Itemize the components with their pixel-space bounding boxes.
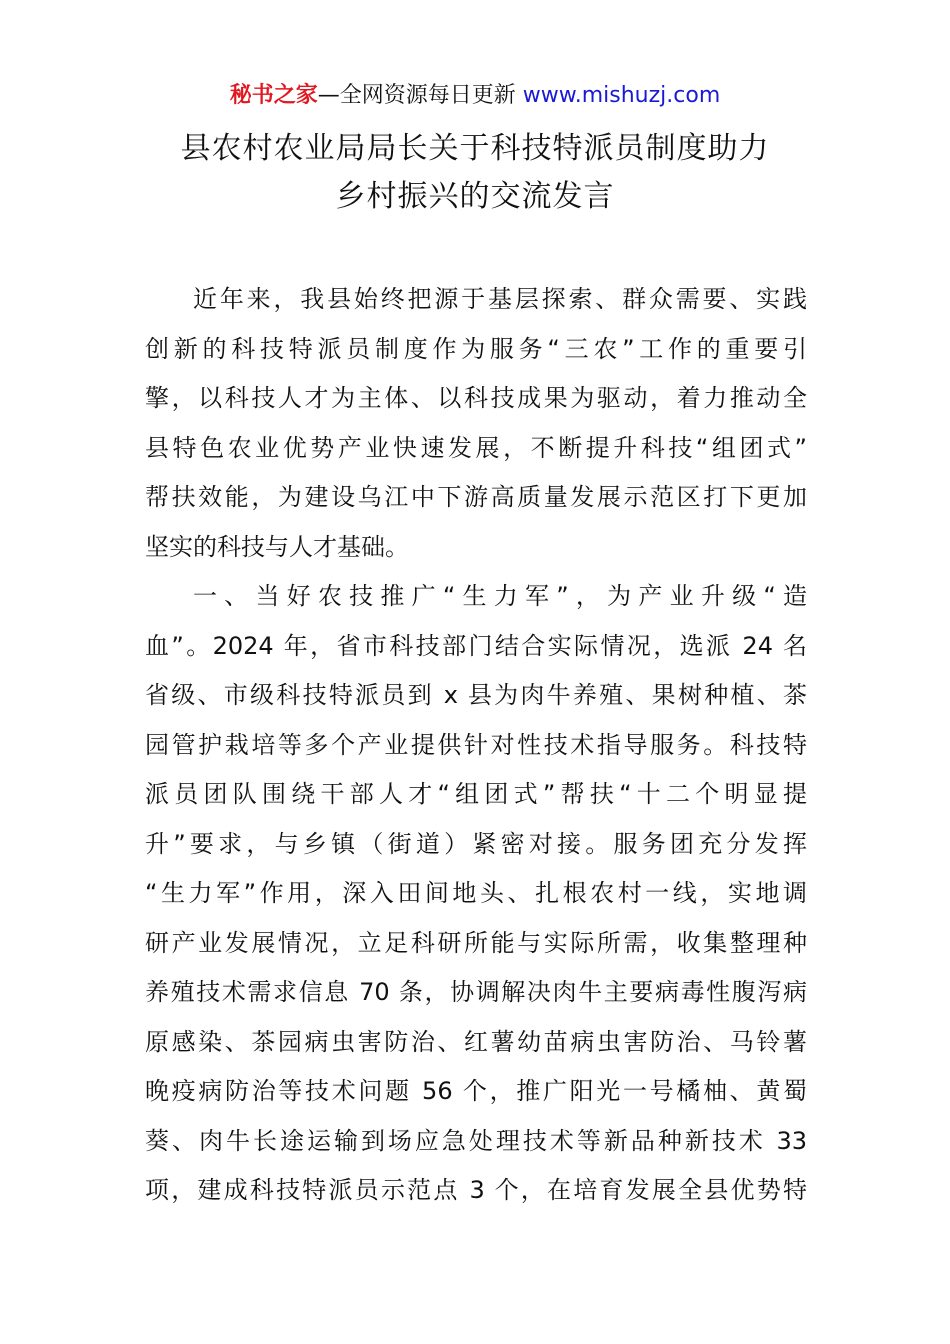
text-line: 坚实的科技与人才基础。 (145, 532, 409, 561)
text-line: 项，建成科技特派员示范点 3 个，在培育发展全县优势特 (145, 1176, 807, 1204)
text-line: 晚疫病防治等技术问题 56 个，推广阳光一号橘柚、黄蜀 (145, 1077, 807, 1105)
site-header (0, 80, 950, 112)
document-title (0, 125, 950, 221)
text-line: 研产业发展情况，立足科研所能与实际所需，收集整理种 (145, 928, 807, 957)
site-url-link[interactable]: www.mishuzj.com (522, 83, 721, 108)
header-tagline: —全网资源每日更新 (317, 83, 523, 108)
text-line: 血”。2024 年，省市科技部门结合实际情况，选派 24 名 (145, 631, 807, 660)
text-line: 升”要求，与乡镇（街道）紧密对接。服务团充分发挥 (145, 829, 807, 858)
text-line: 帮扶效能，为建设乌江中下游高质量发展示范区打下更加 (145, 483, 807, 511)
text-line: “生力军”作用，深入田间地头、扎根农村一线，实地调 (145, 879, 807, 907)
title-line-1: 县农村农业局局长关于科技特派员制度助力 (180, 131, 770, 166)
text-line: 近年来，我县始终把源于基层探索、群众需要、实践 (193, 285, 807, 313)
text-line: 葵、肉牛长途运输到场应急处理技术等新品种新技术 33 (145, 1126, 807, 1155)
brand-name: 秘书之家 (229, 83, 318, 108)
paragraph-intro (145, 275, 807, 572)
text-line: 派员团队围绕干部人才“组团式”帮扶“十二个明显提 (145, 780, 807, 808)
text-line: 县特色农业优势产业快速发展，不断提升科技“组团式” (145, 433, 807, 462)
text-line: 创新的科技特派员制度作为服务“三农”工作的重要引 (145, 334, 807, 363)
document-body (145, 275, 807, 1216)
text-line: 原感染、茶园病虫害防治、红薯幼苗病虫害防治、马铃薯 (145, 1027, 807, 1056)
text-line: 园管护栽培等多个产业提供针对性技术指导服务。科技特 (145, 730, 807, 759)
section-heading-line: 一、当好农技推广“生力军”，为产业升级“造 (193, 582, 807, 610)
text-line: 省级、市级科技特派员到 x 县为肉牛养殖、果树种植、茶 (145, 681, 807, 709)
paragraph-section-1 (145, 572, 807, 1216)
title-line-2: 乡村振兴的交流发言 (335, 179, 615, 214)
text-line: 擎，以科技人才为主体、以科技成果为驱动，着力推动全 (145, 384, 807, 412)
text-line: 养殖技术需求信息 70 条，协调解决肉牛主要病毒性腹泻病 (145, 978, 807, 1006)
